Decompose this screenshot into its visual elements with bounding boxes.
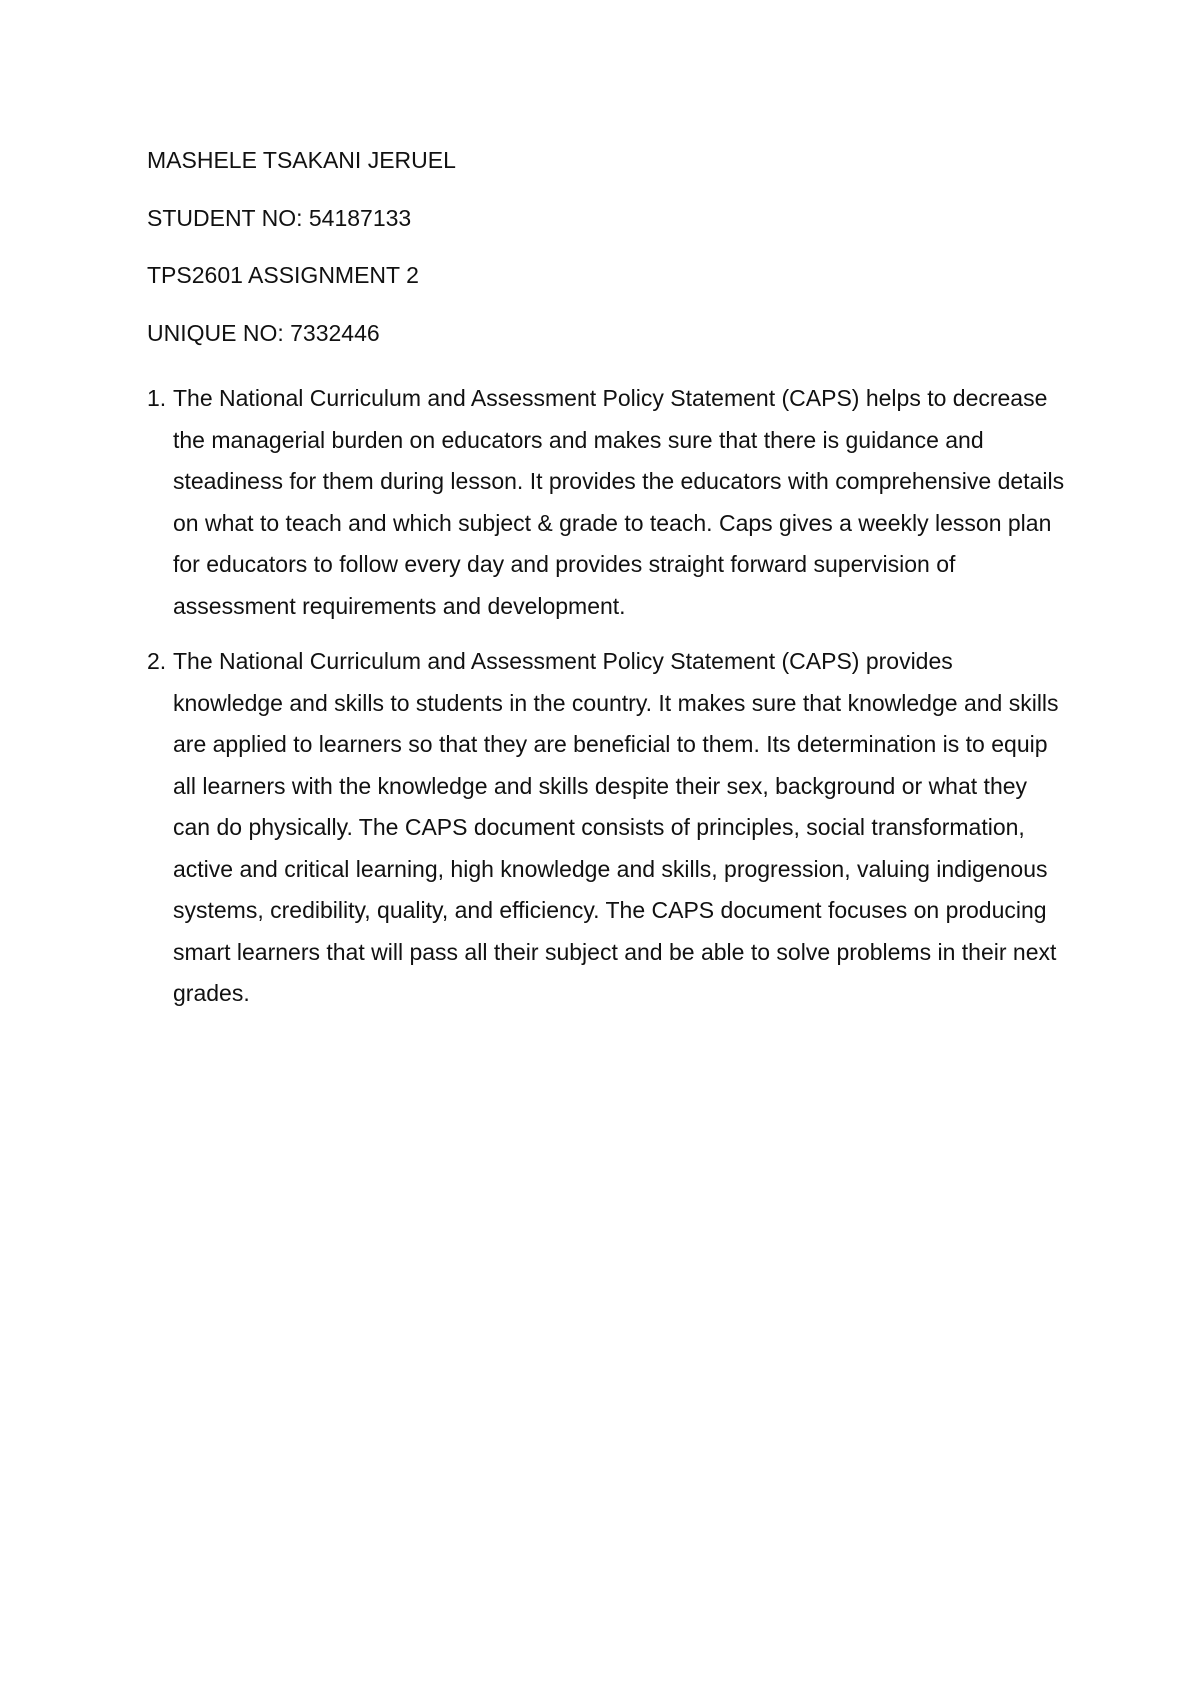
answer-text: The National Curriculum and Assessment Policy Statement (CAPS) helps to decrease the managerial burden on educators and makes sure that there is guidance and steadiness for them during lesson. It provides the educators with comprehensive details on what to teach and which subject & grade to teach. Caps gives a weekly lesson plan for educators to follow every day and provides straight forward supervision of assessment requirements and development. bbox=[173, 385, 1065, 619]
answers-list bbox=[147, 378, 1067, 1029]
assignment-title: TPS2601 ASSIGNMENT 2 bbox=[147, 262, 419, 288]
answer-number: 2. bbox=[147, 648, 167, 674]
answer-item-2 bbox=[147, 641, 1067, 1015]
student-name: MASHELE TSAKANI JERUEL bbox=[147, 147, 456, 173]
student-number: STUDENT NO: 54187133 bbox=[147, 205, 412, 231]
answer-number: 1. bbox=[147, 385, 167, 411]
unique-number: UNIQUE NO: 7332446 bbox=[147, 320, 380, 346]
answer-item-1 bbox=[147, 378, 1067, 627]
answer-text: The National Curriculum and Assessment Policy Statement (CAPS) provides knowledge and skills to students in the country. It makes sure that knowledge and skills are applied to learners so that they are beneficial to them. Its determination is to equip all learners with the knowledge and skills despite their sex, background or what they can do physically. The CAPS document consists of principles, social transformation, active and critical learning, high knowledge and skills, progression, valuing indigenous systems, credibility, quality, and efficiency. The CAPS document focuses on producing smart learners that will pass all their subject and be able to solve problems in their next grades. bbox=[173, 648, 1059, 1006]
